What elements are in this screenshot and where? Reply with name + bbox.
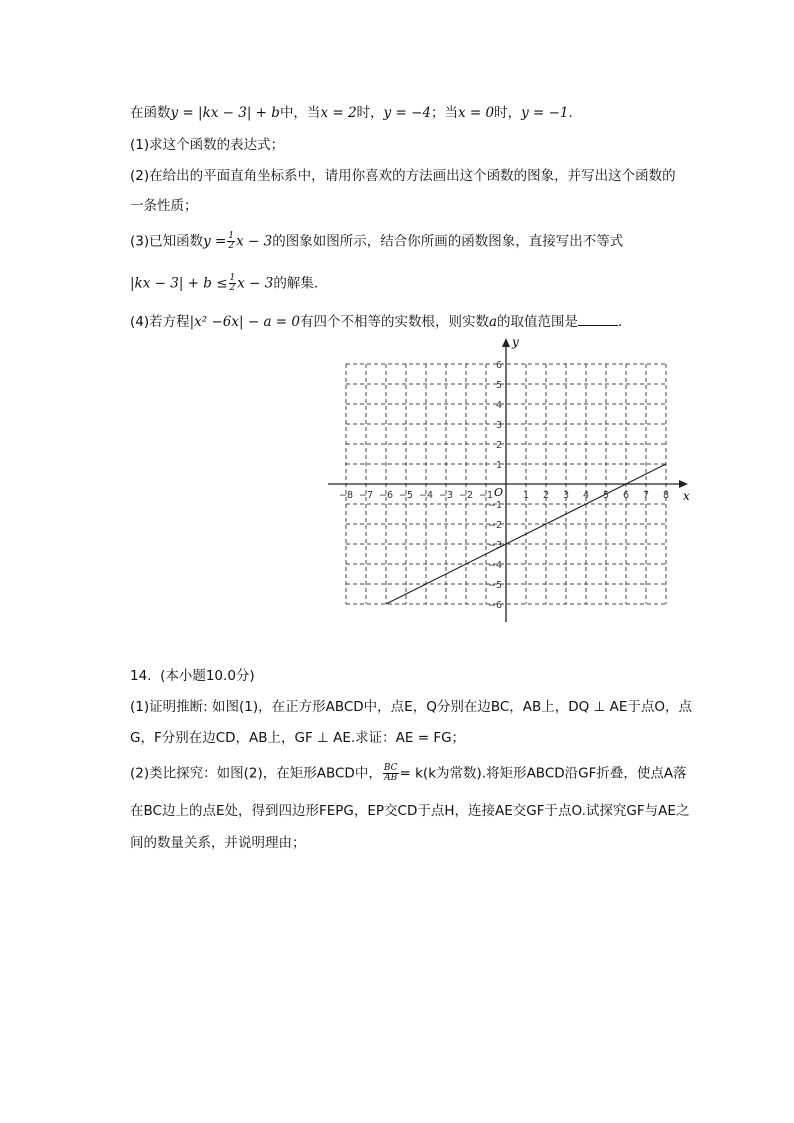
- y-tick-label: 6: [495, 360, 502, 371]
- q13-part4-text-a: (4)若方程: [130, 314, 190, 330]
- q13-part3-line1: [130, 232, 710, 251]
- q13-inequality-fraction: [229, 274, 237, 293]
- q13-intro-text-d: 时，: [356, 105, 384, 121]
- y-tick-label: −3: [487, 540, 502, 551]
- q13-ineq-frac-den: 2: [229, 283, 236, 293]
- x-tick-label: 1: [522, 490, 530, 501]
- x-tick-label: 2: [542, 490, 550, 501]
- q13-part3-frac-den: 2: [228, 241, 235, 251]
- y-tick-label: −6: [487, 600, 502, 611]
- q14-part2-line2: 在BC边上的点E处，得到四边形FEPG，EP交CD于点H，连接AE交GF于点O.试探究GF与AE之: [130, 803, 690, 819]
- q14-frac-num: BC: [383, 763, 398, 773]
- q14-part2-text-b: = k(k为常数).将矩形ABCD沿GF折叠，使点A落: [399, 765, 687, 782]
- q13-part4-text-b: 有四个不相等的实数根，则实数: [299, 314, 489, 330]
- q13-part3-fraction: [227, 232, 235, 251]
- y-tick-label: 1: [495, 460, 502, 471]
- x-tick-label: −6: [378, 490, 394, 501]
- q13-cond-y2: y = −1: [521, 105, 569, 121]
- q13-part3-frac-num: 1: [228, 231, 235, 241]
- x-tick-label: 6: [622, 490, 630, 501]
- q13-part3-rest: x − 3: [236, 233, 273, 250]
- q14-header: [130, 667, 710, 685]
- q13-cond-x1: x = 2: [320, 105, 357, 121]
- x-tick-label: −7: [358, 490, 374, 501]
- q13-part3-y: y =: [203, 233, 227, 250]
- x-tick-label: −5: [398, 490, 414, 501]
- q14-score: (本小题10.0分): [160, 668, 255, 684]
- q14-part1-line2: G，F分别在边CD，AB上，GF ⊥ AE.求证：AE = FG；: [130, 730, 466, 746]
- y-tick-label: 5: [495, 380, 502, 391]
- q13-part4-var: a: [488, 314, 498, 330]
- q14-part2-line3: 间的数量关系，并说明理由；: [130, 835, 306, 851]
- q13-ineq-frac-num: 1: [229, 273, 236, 283]
- x-tick-label: −8: [338, 490, 354, 501]
- x-tick-label: 5: [602, 490, 610, 501]
- q14-number: 14.: [130, 668, 152, 684]
- x-tick-label: 3: [562, 490, 570, 501]
- q13-part2-line2: 一条性质；: [130, 198, 198, 214]
- x-tick-label: −2: [458, 490, 474, 501]
- q13-inequality-left: |kx − 3| + b ≤: [130, 275, 228, 292]
- q14-part2-line1: [130, 764, 710, 783]
- y-tick-label: 2: [495, 440, 502, 451]
- x-tick-label: −4: [418, 490, 434, 501]
- q13-part3-text-c: 的解集.: [273, 275, 319, 292]
- q13-cond-x2: x = 0: [457, 105, 495, 121]
- q13-part4-text-c: 的取值范围是: [497, 314, 579, 330]
- y-tick-label: −5: [487, 580, 502, 591]
- q14-frac-den: AB: [384, 773, 398, 783]
- q13-function: y = |kx − 3| + b: [170, 105, 280, 121]
- x-tick-label: 8: [662, 490, 670, 501]
- x-tick-label: 4: [582, 490, 590, 501]
- coordinate-graph: [320, 335, 700, 630]
- q14-part2-text-a: (2)类比探究：如图(2)，在矩形ABCD中，: [130, 765, 382, 782]
- q13-intro-text-b: 中，当: [279, 105, 321, 121]
- x-tick-label: 7: [642, 490, 650, 501]
- q13-intro-text-f: 时，: [494, 105, 522, 121]
- y-tick-label: 3: [495, 420, 502, 431]
- answer-blank[interactable]: [578, 313, 618, 326]
- y-axis-label: y: [512, 335, 519, 349]
- y-tick-label: −4: [487, 560, 502, 571]
- x-axis-arrow: [679, 480, 688, 488]
- tick-labels: [339, 335, 690, 611]
- q13-intro-text-e: ；当: [430, 105, 458, 121]
- x-tick-label: −1: [478, 490, 494, 501]
- q13-part4-equation: |x² −6x| − a = 0: [189, 314, 300, 330]
- q13-part3-line2: [130, 274, 710, 293]
- q13-part3-text-b: 的图象如图所示，结合你所画的函数图象，直接写出不等式: [272, 233, 624, 250]
- q13-intro: [130, 104, 710, 122]
- q14-part1-line1: (1)证明推断: 如图(1)，在正方形ABCD中，点E，Q分别在边BC，AB上，DQ ⊥ AE于点O，点: [130, 699, 693, 715]
- q13-intro-text-a: 在函数: [130, 105, 171, 121]
- x-tick-label: −3: [438, 490, 454, 501]
- q13-inequality-rest: x − 3: [237, 275, 274, 292]
- q13-intro-text-g: .: [568, 105, 573, 121]
- q13-part3-text-a: (3)已知函数: [130, 233, 204, 250]
- q13-part2-line1: (2)在给出的平面直角坐标系中，请用你喜欢的方法画出这个函数的图象，并写出这个函数的: [130, 168, 676, 184]
- y-tick-label: −1: [487, 500, 502, 511]
- q13-part4-end: .: [618, 314, 623, 330]
- q13-cond-y1: y = −4: [383, 105, 431, 121]
- y-axis-arrow: [502, 338, 510, 347]
- q13-part1: (1)求这个函数的表达式；: [130, 137, 285, 153]
- x-axis-label: x: [683, 489, 690, 503]
- q13-part4: [130, 313, 710, 331]
- y-tick-label: −2: [487, 520, 502, 531]
- origin-label: O: [494, 486, 504, 499]
- q14-part2-fraction: [383, 764, 399, 783]
- y-tick-label: 4: [495, 400, 502, 411]
